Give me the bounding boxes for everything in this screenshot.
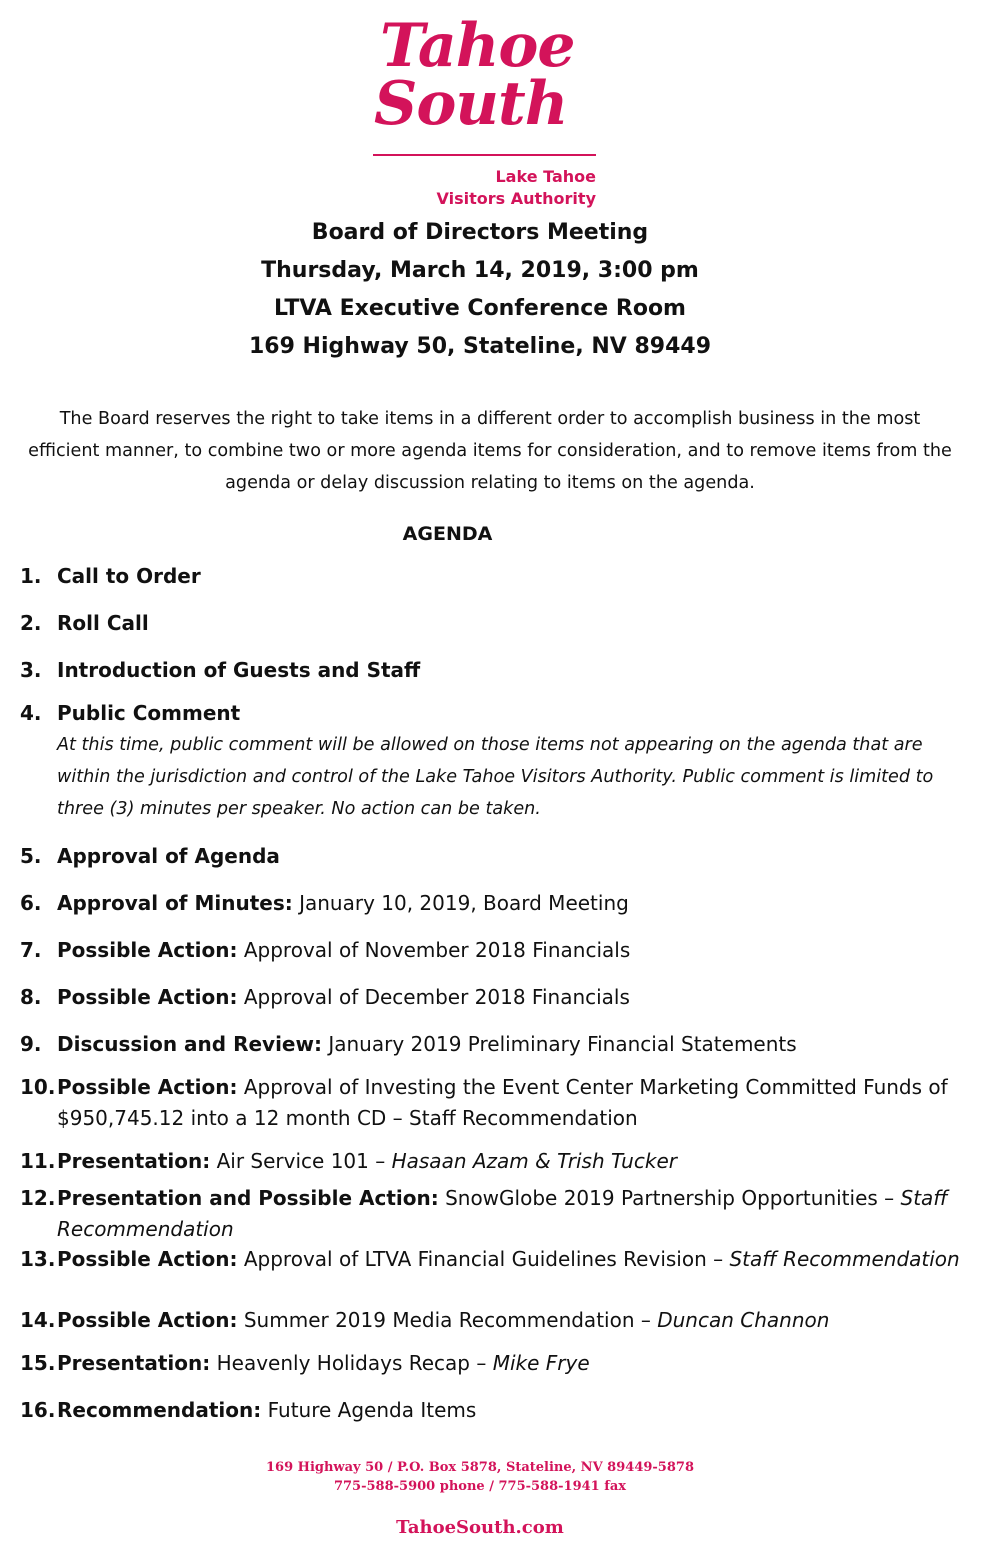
agenda-item-1 <box>20 561 975 592</box>
item-presenter: Staff Recommendation <box>57 1186 948 1241</box>
tahoe-south-logo <box>360 4 610 154</box>
agenda-item-15 <box>20 1348 975 1379</box>
item-label: Possible Action: <box>57 938 238 962</box>
org-line-1: Lake Tahoe <box>495 167 596 186</box>
meeting-room: LTVA Executive Conference Room <box>274 296 686 321</box>
agenda-item-13 <box>20 1244 975 1275</box>
item-label: Public Comment <box>57 701 241 725</box>
logo-line-2: South <box>374 69 568 139</box>
item-text: Future Agenda Items <box>261 1398 477 1422</box>
item-text: Air Service 101 – <box>210 1149 392 1173</box>
logo-line-1: Tahoe <box>380 11 575 81</box>
agenda-item-11 <box>20 1146 975 1177</box>
item-number: 3. <box>20 658 42 682</box>
item-number: 14. <box>20 1308 56 1332</box>
item-text: January 2019 Preliminary Financial Statements <box>321 1032 797 1056</box>
item-label: Approval of Agenda <box>57 844 280 868</box>
meeting-title: Board of Directors Meeting <box>311 220 649 245</box>
item-text: Heavenly Holidays Recap – <box>210 1351 493 1375</box>
item-number: 11. <box>20 1149 56 1173</box>
item-presenter: Hasaan Azam & Trish Tucker <box>391 1149 677 1173</box>
item-text: Approval of LTVA Financial Guidelines Revision – <box>237 1247 730 1271</box>
item-label: Presentation: <box>57 1351 211 1375</box>
agenda-item-5 <box>20 841 975 872</box>
item-number: 12. <box>20 1186 56 1210</box>
meeting-address: 169 Highway 50, Stateline, NV 89449 <box>248 334 712 359</box>
item-label: Possible Action: <box>57 985 238 1009</box>
item-label: Presentation: <box>57 1149 211 1173</box>
item-text: Approval of Investing the Event Center Marketing Committed Funds of $950,745.12 into a 12 month CD – Staff Recommendation <box>57 1075 948 1130</box>
item-label: Possible Action: <box>57 1075 238 1099</box>
item-presenter: Mike Frye <box>492 1351 590 1375</box>
item-text: Approval of December 2018 Financials <box>237 985 630 1009</box>
item-presenter: Staff Recommendation <box>729 1247 960 1271</box>
item-label: Introduction of Guests and Staff <box>57 658 421 682</box>
agenda-item-4 <box>20 698 975 825</box>
org-name <box>373 166 596 210</box>
agenda-item-3 <box>20 655 975 686</box>
item-number: 5. <box>20 844 42 868</box>
item-label: Roll Call <box>57 611 149 635</box>
item-text: SnowGlobe 2019 Partnership Opportunities – <box>438 1186 901 1210</box>
meeting-datetime: Thursday, March 14, 2019, 3:00 pm <box>261 258 699 283</box>
item-label: Call to Order <box>57 564 201 588</box>
agenda-item-6 <box>20 888 975 919</box>
agenda-item-8 <box>20 982 975 1013</box>
org-line-2: Visitors Authority <box>436 189 596 208</box>
item-number: 4. <box>20 701 42 725</box>
item-number: 8. <box>20 985 42 1009</box>
agenda-item-16 <box>20 1395 975 1426</box>
item-label: Recommendation: <box>57 1398 262 1422</box>
agenda-heading: AGENDA <box>402 523 493 545</box>
footer-phones: 775-588-5900 phone / 775-588-1941 fax <box>333 1479 627 1494</box>
item-text: Approval of November 2018 Financials <box>237 938 631 962</box>
item-number: 1. <box>20 564 42 588</box>
footer-address: 169 Highway 50 / P.O. Box 5878, Stateline, NV 89449-5878 <box>266 1460 694 1475</box>
item-number: 6. <box>20 891 42 915</box>
item-label: Possible Action: <box>57 1247 238 1271</box>
public-comment-note: At this time, public comment will be allowed on those items not appearing on the agenda that are within the jurisdiction and control of the Lake Tahoe Visitors Authority. Public comment is limited to three (3) minutes per speaker. No action can be taken. <box>57 735 934 819</box>
item-label: Discussion and Review: <box>57 1032 322 1056</box>
item-label: Presentation and Possible Action: <box>57 1186 439 1210</box>
intro-paragraph: The Board reserves the right to take items in a different order to accomplish business in the most efficient manner, to combine two or more agenda items for consideration, and to remove items from the agenda or delay discussion relating to items on the agenda. <box>28 409 952 493</box>
agenda-item-2 <box>20 608 975 639</box>
agenda-item-9 <box>20 1029 975 1060</box>
item-number: 16. <box>20 1398 56 1422</box>
item-text: Summer 2019 Media Recommendation – <box>237 1308 658 1332</box>
meeting-header <box>0 214 960 366</box>
item-label: Possible Action: <box>57 1308 238 1332</box>
item-presenter: Duncan Channon <box>657 1308 830 1332</box>
item-number: 9. <box>20 1032 42 1056</box>
item-text: January 10, 2019, Board Meeting <box>292 891 629 915</box>
item-number: 2. <box>20 611 42 635</box>
item-number: 13. <box>20 1247 56 1271</box>
website-link[interactable]: TahoeSouth.com <box>396 1517 564 1538</box>
logo-divider <box>373 154 596 156</box>
agenda-item-12 <box>20 1183 975 1245</box>
item-number: 10. <box>20 1075 56 1099</box>
item-number: 15. <box>20 1351 56 1375</box>
agenda-item-14 <box>20 1305 975 1336</box>
agenda-item-10 <box>20 1072 975 1134</box>
item-label: Approval of Minutes: <box>57 891 293 915</box>
agenda-item-7 <box>20 935 975 966</box>
item-number: 7. <box>20 938 42 962</box>
footer-contact <box>0 1458 960 1496</box>
logo-wordmark <box>360 4 610 154</box>
